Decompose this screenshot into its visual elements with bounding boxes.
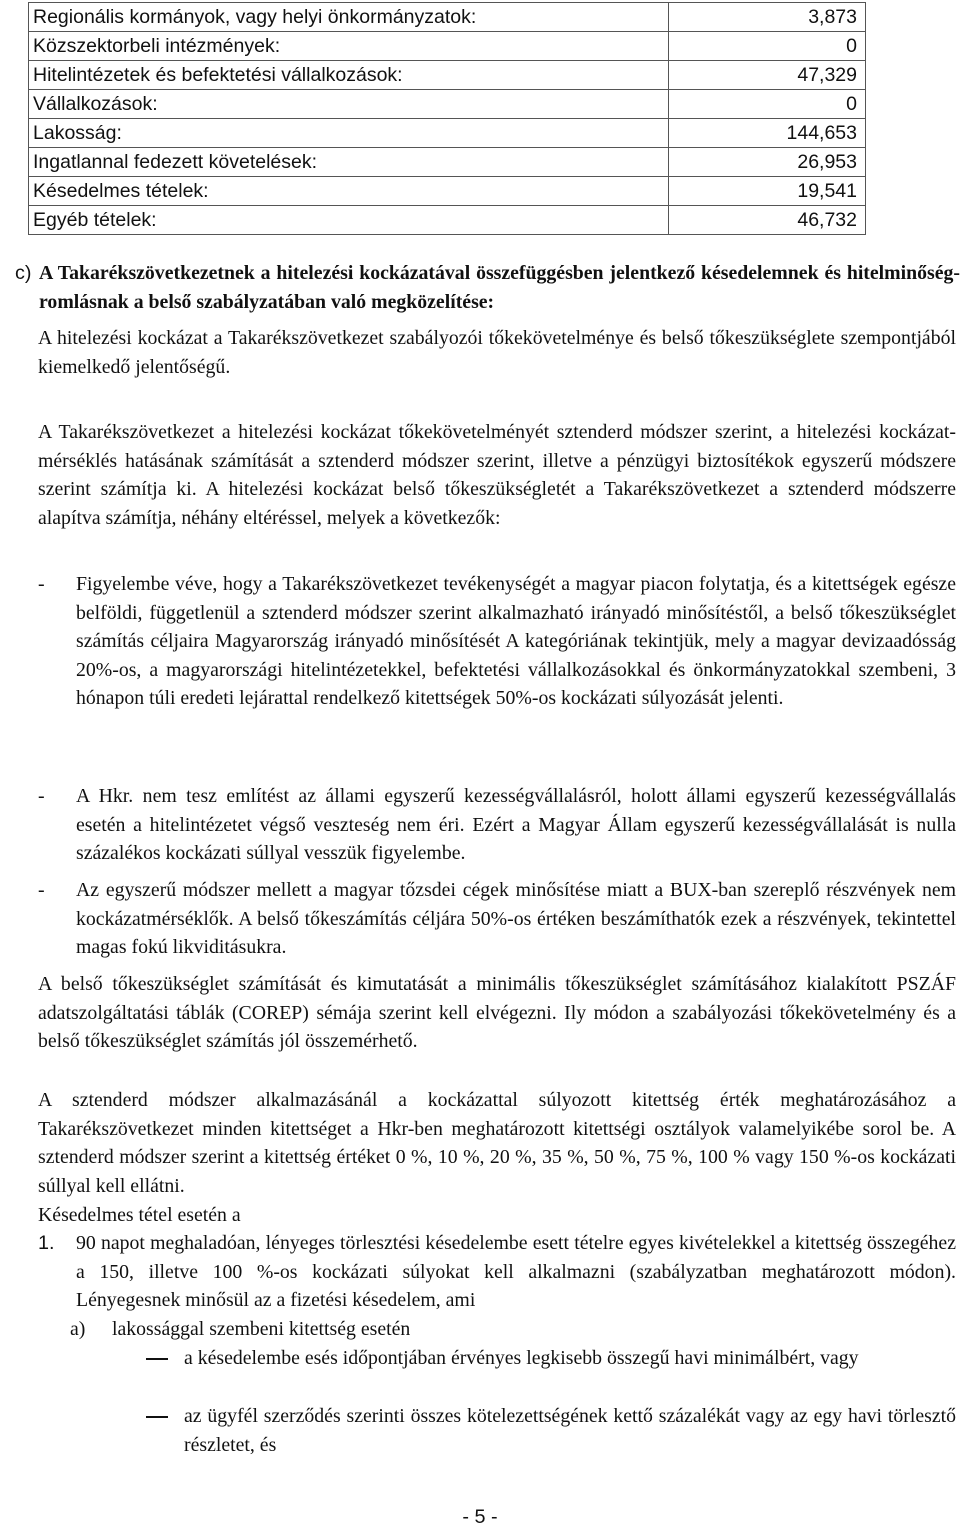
paragraph-standard-method: A sztenderd módszer alkalmazásánál a kockázattal súlyozott kitettség érték meghatározásához a Takarékszövetkezet minden kitettséget a Hkr-ben meghatározott kitettségi osztályok valamelyikébe sorol be. A sztenderd módszer szerint a kitettség értéket 0 %, 10 %, 20 %, 35 %, 50 %, 75 %, 100 % vagy 150 %-os kockázati súllyal kell ellátni. [38, 1089, 956, 1197]
row-value: 0 [669, 32, 866, 61]
table-row [29, 61, 866, 90]
row-label: Egyéb tételek: [29, 206, 669, 235]
paragraph-method: A Takarékszövetkezet a hitelezési kockázat tőkekövetelményét sztenderd módszer szerint, a hitelezési kockázat-mérséklés hatásának számítását a sztenderd módszer szerint, illetve a pénzügyi biztosítékok egyszerű módszere szerint számítja ki. A hitelezési kockázat belső tőkeszükségletét a Takarékszövetkezet a sztenderd módszerre alapítva számítja, néhány eltéréssel, melyek a következők: [38, 421, 956, 529]
number-marker: 1. [38, 1232, 55, 1254]
list-item [38, 782, 956, 868]
row-label: Regionális kormányok, vagy helyi önkormányzatok: [29, 3, 669, 32]
table-row [29, 119, 866, 148]
table-row [29, 3, 866, 32]
table-row [29, 90, 866, 119]
dash-marker: - [38, 785, 45, 807]
row-label: Ingatlannal fedezett követelések: [29, 148, 669, 177]
row-label: Késedelmes tételek: [29, 177, 669, 206]
row-value: 47,329 [669, 61, 866, 90]
sub-item-text: lakossággal szembeni kitettség esetén [112, 1318, 411, 1340]
paragraph-intro: A hitelezési kockázat a Takarékszövetkezet szabályozói tőkekövetelménye és belső tőkeszükséglete szempontjából kiemelkedő jelentőségű. [38, 327, 956, 378]
list-item [38, 876, 956, 962]
row-value: 3,873 [669, 3, 866, 32]
list-item-text: A Hkr. nem tesz említést az állami egyszerű kezességvállalásról, holott állami egyszerű kezességvállalás esetén a hitelintézetet végső veszteség nem éri. Ezért a Magyar Állam egyszerű kezességvállalását is nulla százalékos kockázati súllyal vesszük figyelembe. [76, 785, 956, 865]
dash-item-text: az ügyfél szerződés szerinti összes kötelezettségének kettő százalékát vagy az egy havi törlesztő részletet, és [184, 1405, 956, 1456]
table-row [29, 32, 866, 61]
exposure-table [28, 2, 866, 235]
row-value: 19,541 [669, 177, 866, 206]
row-value: 144,653 [669, 119, 866, 148]
dash-item-text: a késedelembe esés időpontjában érvényes legkisebb összegű havi minimálbért, vagy [184, 1347, 859, 1369]
row-value: 46,732 [669, 206, 866, 235]
row-label: Lakosság: [29, 119, 669, 148]
paragraph-overdue: Késedelmes tétel esetén a [38, 1204, 241, 1226]
dash-marker [146, 1358, 168, 1360]
section-c-title: A Takarékszövetkezetnek a hitelezési kockázatával összefüggésben jelentkező késedelemnek és hitelminőség-romlásnak a belső szabályzatában való megközelítése: [39, 262, 960, 313]
list-item [38, 570, 956, 713]
numbered-item [38, 1229, 956, 1315]
list-item-text: Az egyszerű módszer mellett a magyar tőzsdei cégek minősítése miatt a BUX-ban szereplő részvények nem kockázatmérséklők. A belső tőkeszámítás céljára 50%-os értéken beszámíthatók ezek a részvények, tekintettel magas fokú likviditásukra. [76, 879, 956, 959]
table-row [29, 148, 866, 177]
row-label: Hitelintézetek és befektetési vállalkozások: [29, 61, 669, 90]
table-row [29, 177, 866, 206]
section-c-heading [15, 259, 960, 317]
dash-marker: - [38, 573, 45, 595]
dash-item [140, 1402, 956, 1459]
section-c-label: c) [15, 262, 32, 284]
page-number: - 5 - [462, 1506, 498, 1528]
row-label: Közszektorbeli intézmények: [29, 32, 669, 61]
dash-marker [146, 1416, 168, 1418]
table-row [29, 206, 866, 235]
sub-item [70, 1315, 956, 1344]
row-value: 0 [669, 90, 866, 119]
dash-item [140, 1344, 956, 1373]
numbered-item-text: 90 napot meghaladóan, lényeges törlesztési késedelembe esett tételre egyes kivételekkel a kitettség összegéhez a 150, illetve 100 %-os kockázati súlyokat kell alkalmazni (szabályzatban meghatározott módon). Lényegesnek minősül az a fizetési késedelem, ami [76, 1232, 956, 1312]
paragraph-corep: A belső tőkeszükséglet számítását és kimutatását a minimális tőkeszükséglet számításához kialakított PSZÁF adatszolgáltatási táblák (COREP) sémája szerint kell elvégezni. Ily módon a szabályozási tőkekövetelmény és a belső tőkeszükséglet számítás jól összemérhető. [38, 973, 956, 1053]
sub-item-marker: a) [70, 1318, 86, 1340]
row-label: Vállalkozások: [29, 90, 669, 119]
list-item-text: Figyelembe véve, hogy a Takarékszövetkezet tevékenységét a magyar piacon folytatja, és a kitettségek egésze belföldi, függetlenül a sztenderd módszer szerint alkalmazható irányadó minősítéstől, a belső tőkeszükséglet számítás céljaira Magyarország irányadó minősítését A kategóriának tekintjük, mely a magyar devizaadósság 20%-os, a magyarországi hitelintézetekkel, befektetési vállalkozásokkal és önkormányzatokkal szembeni, 3 hónapon túli eredeti lejárattal rendelkező kitettségek 50%-os kockázati súlyozását jelenti. [76, 573, 956, 710]
row-value: 26,953 [669, 148, 866, 177]
dash-marker: - [38, 879, 45, 901]
